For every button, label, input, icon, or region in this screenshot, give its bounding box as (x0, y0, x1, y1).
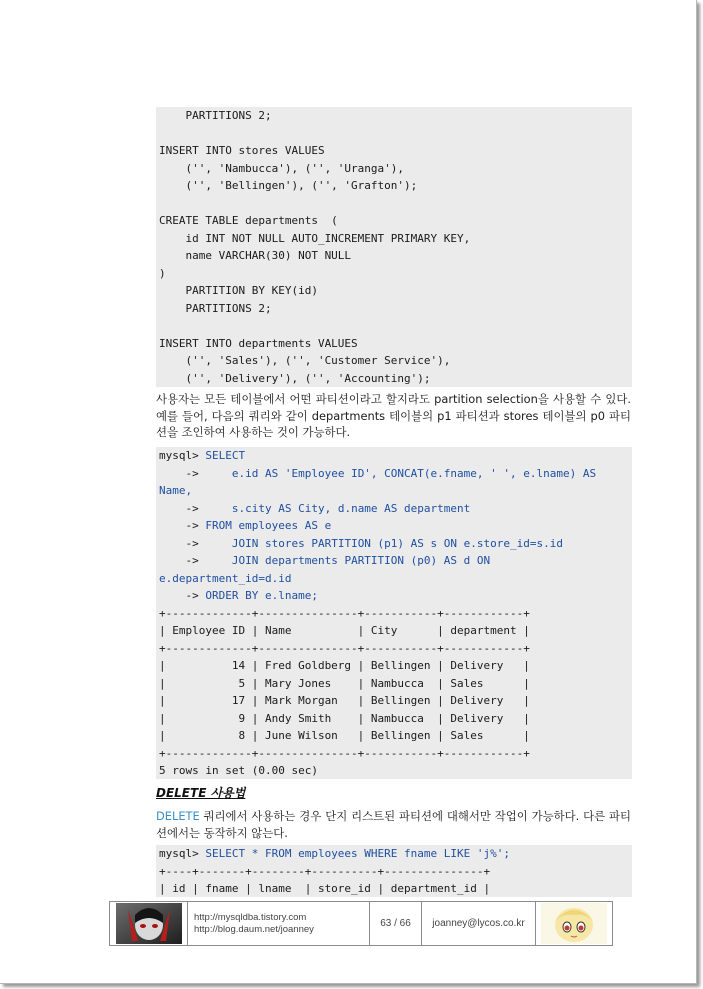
result-line: +-------------+---------------+-----------+------------+ (159, 641, 530, 655)
delete-description: 쿼리에서 사용하는 경우 단지 리스트된 파티션에 대해서만 작업이 가능하다. 다른 파티션에서는 동작하지 않는다. (156, 809, 631, 840)
code-line: name VARCHAR(30) NOT NULL (159, 249, 352, 262)
query-line: -> ORDER BY e.lname; (159, 589, 318, 602)
footer-email: joanney@lycos.co.kr (422, 902, 536, 945)
code-block-join-query (156, 447, 632, 779)
result-line: | id | fname | lname | store_id | department_id | (159, 882, 491, 895)
paragraph-partition-selection: 사용자는 모든 테이블에서 어떤 파티션이라고 할지라도 partition selection을 사용할 수 있다. 예를 들어, 다음의 쿼리와 같이 departments 테이블의 p1 파티션과 stores 테이블의 p0 파티션을 조인하여 사용하는 것이 가능하다. (156, 392, 631, 439)
page-footer (109, 901, 613, 946)
code-line (159, 125, 632, 143)
code-line: PARTITIONS 2; (159, 109, 272, 122)
result-line: 5 rows in set (0.00 sec) (159, 764, 318, 777)
code-line: ) (159, 266, 166, 280)
result-line: | Employee ID | Name | City | department | (159, 624, 530, 637)
paragraph-delete-usage (156, 808, 631, 841)
code-line: INSERT INTO stores VALUES (159, 144, 325, 157)
author-avatar-left (110, 902, 188, 945)
query-line: -> s.city AS City, d.name AS department (159, 501, 471, 515)
result-line: +-------------+---------------+-----------+------------+ (159, 606, 530, 620)
code-line: PARTITIONS 2; (159, 301, 272, 315)
query-line: e.department_id=d.id (159, 571, 292, 585)
code-block-create-departments (156, 107, 632, 387)
query-line: -> FROM employees AS e (159, 519, 332, 532)
result-line: | 5 | Mary Jones | Nambucca | Sales | (159, 676, 530, 690)
footer-url-tistory[interactable]: http://mysqldba.tistory.com (194, 911, 307, 923)
dark-character-avatar-icon (116, 903, 182, 944)
code-line: id INT NOT NULL AUTO_INCREMENT PRIMARY KEY, (159, 231, 471, 245)
code-line: INSERT INTO departments VALUES (159, 336, 358, 350)
code-line: PARTITION BY KEY(id) (159, 284, 318, 297)
query-line: Name, (159, 484, 193, 497)
result-line: +-------------+---------------+-----------+------------+ (159, 746, 530, 760)
code-line: ('', 'Sales'), ('', 'Customer Service'), (159, 354, 451, 367)
result-line: | 9 | Andy Smith | Nambucca | Delivery | (159, 711, 530, 725)
result-line: | 14 | Fred Goldberg | Bellingen | Delivery | (159, 659, 530, 672)
result-line: +----+-------+--------+----------+---------------+ (159, 864, 491, 878)
author-avatar-right (536, 902, 612, 945)
query-line: -> JOIN departments PARTITION (p0) AS d ON (159, 554, 491, 567)
query-line: mysql> SELECT (159, 449, 246, 462)
cute-character-avatar-icon (541, 903, 607, 944)
footer-urls (188, 902, 370, 945)
code-line (159, 195, 632, 213)
footer-url-daum[interactable]: http://blog.daum.net/joanney (194, 923, 314, 935)
code-line: ('', 'Bellingen'), ('', 'Grafton'); (159, 179, 418, 192)
query-line: mysql> SELECT * FROM employees WHERE fname LIKE 'j%'; (159, 847, 510, 860)
code-line: CREATE TABLE departments ( (159, 214, 338, 227)
page-number: 63 / 66 (370, 902, 422, 945)
section-heading-delete: DELETE 사용법 (156, 786, 246, 800)
result-line: | 8 | June Wilson | Bellingen | Sales | (159, 729, 530, 742)
delete-keyword: DELETE (156, 809, 200, 823)
code-line: ('', 'Delivery'), ('', 'Accounting'); (159, 371, 431, 385)
query-line: -> e.id AS 'Employee ID', CONCAT(e.fname, ' ', e.lname) AS (159, 466, 597, 480)
code-line (159, 317, 632, 335)
result-line: | 17 | Mark Morgan | Bellingen | Delivery | (159, 694, 530, 707)
code-line: ('', 'Nambucca'), ('', 'Uranga'), (159, 161, 405, 175)
query-line: -> JOIN stores PARTITION (p1) AS s ON e.store_id=s.id (159, 536, 563, 550)
code-block-select-employees (156, 845, 632, 897)
